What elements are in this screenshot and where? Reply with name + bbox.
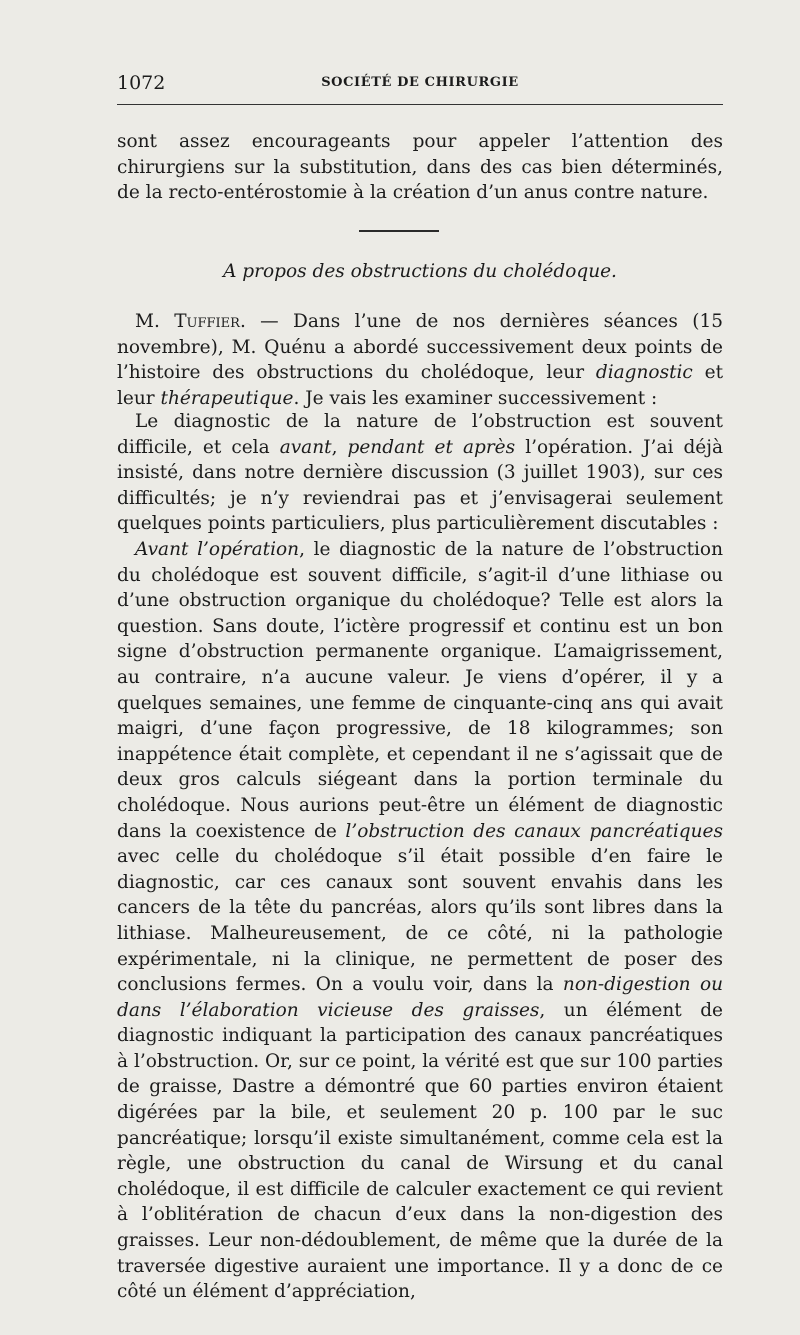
text-run: , le diagnostic de la nature de l’obstruction du cholédoque est souvent difficile, s’agit-il d’une lithiase ou d’une obstruction organique du cholédoque? Telle est alors la question. Sans doute, l’ictère progressif et continu est un bon signe d’obstruction permanente organique. L’amaigrissement, au contraire, n’a aucune valeur. Je viens d’opérer, il y a quelques semaines, une femme de cinquante-cinq ans qui avait maigri, d’une façon progressive, de 18 kilogrammes; son inappétence était complète, et cependant il ne s’agissait que de deux gros calculs siégeant dans la portion terminale du cholédoque. Nous aurions peut-être un élément de diagnostic dans la coexistence de: [117, 539, 723, 842]
text-run: et leur: [117, 362, 724, 409]
text-run: ,: [331, 436, 348, 458]
italic-term: thérapeutique: [160, 387, 294, 409]
paragraph-avant-operation: [117, 537, 723, 1305]
page-number: 1072: [117, 72, 166, 94]
running-title: SOCIÉTÉ DE CHIRURGIE: [321, 75, 519, 90]
speaker-prefix: M.: [135, 311, 175, 332]
paragraph-continuation: [117, 129, 723, 206]
header-rule: [117, 104, 723, 105]
italic-term: diagnostic: [595, 362, 693, 384]
italic-term: Avant l’opération: [135, 539, 300, 560]
text-run: . Je vais les examiner successivement :: [293, 387, 658, 409]
text-run: . — Dans l’une de nos dernières séances (15 novembre), M. Quénu a abordé successivement deux points de l’histoire des obstructions du cholédoque, leur: [117, 311, 723, 384]
text-run: , un élément de diagnostic indiquant la participation des canaux pancréatiques à l’obstruction. Or, sur ce point, la vérité est que sur 100 parties de graisse, Dastre a démontré que 60 parties environ étaient digérées par la bile, et seulement 20 p. 100 par le suc pancréatique; lorsqu’il existe simultanément, comme cela est la règle, une obstruction du canal de Wirsung et du canal cholédoque, il est difficile de calculer exactement ce qui revient à l’oblitération de chacun d’eux dans la non-digestion des graisses. Leur non-dédoublement, de même que la durée de la traversée digestive auraient une importance. Il y a donc de ce côté un élément d’appréciation,: [117, 999, 723, 1303]
paragraph-text: sont assez encourageants pour appeler l’attention des chirurgiens sur la substitution, dans des cas bien déterminés, de la recto-entérostomie à la création d’un anus contre nature.: [117, 131, 723, 204]
text-run: l’opération. J’ai déjà insisté, dans notre dernière discussion (3 juillet 1903), sur ces difficultés; je n’y reviendrai pas et j’envisagerai seulement quelques points particuliers, plus particulièrement discutables :: [117, 436, 724, 535]
paragraph-tuffier: [117, 309, 723, 411]
italic-term: non-digestion ou dans l’élaboration vicieuse des graisses: [117, 974, 723, 1021]
italic-term: avant: [279, 436, 332, 458]
italic-term: pendant et après: [347, 436, 516, 458]
paragraph-diagnostic: [117, 409, 723, 537]
italic-term: l’obstruction des canaux pancréatiques: [345, 820, 723, 842]
text-run: Le diagnostic de la nature de l’obstruction est souvent difficile, et cela: [117, 411, 723, 458]
text-run: avec celle du cholédoque s’il était possible d’en faire le diagnostic, car ces canaux sont souvent envahis dans les cancers de la tête du pancréas, alors qu’ils sont libres dans la lithiase. Malheureusement, de ce côté, ni la pathologie expérimentale, ni la clinique, ne permettent de poser des conclusions fermes. On a voulu voir, dans la: [117, 846, 723, 996]
speaker-name: Tuffier: [174, 311, 240, 332]
section-title: A propos des obstructions du cholédoque.: [223, 261, 617, 282]
page-header: [117, 72, 723, 96]
section-separator: [359, 230, 439, 232]
